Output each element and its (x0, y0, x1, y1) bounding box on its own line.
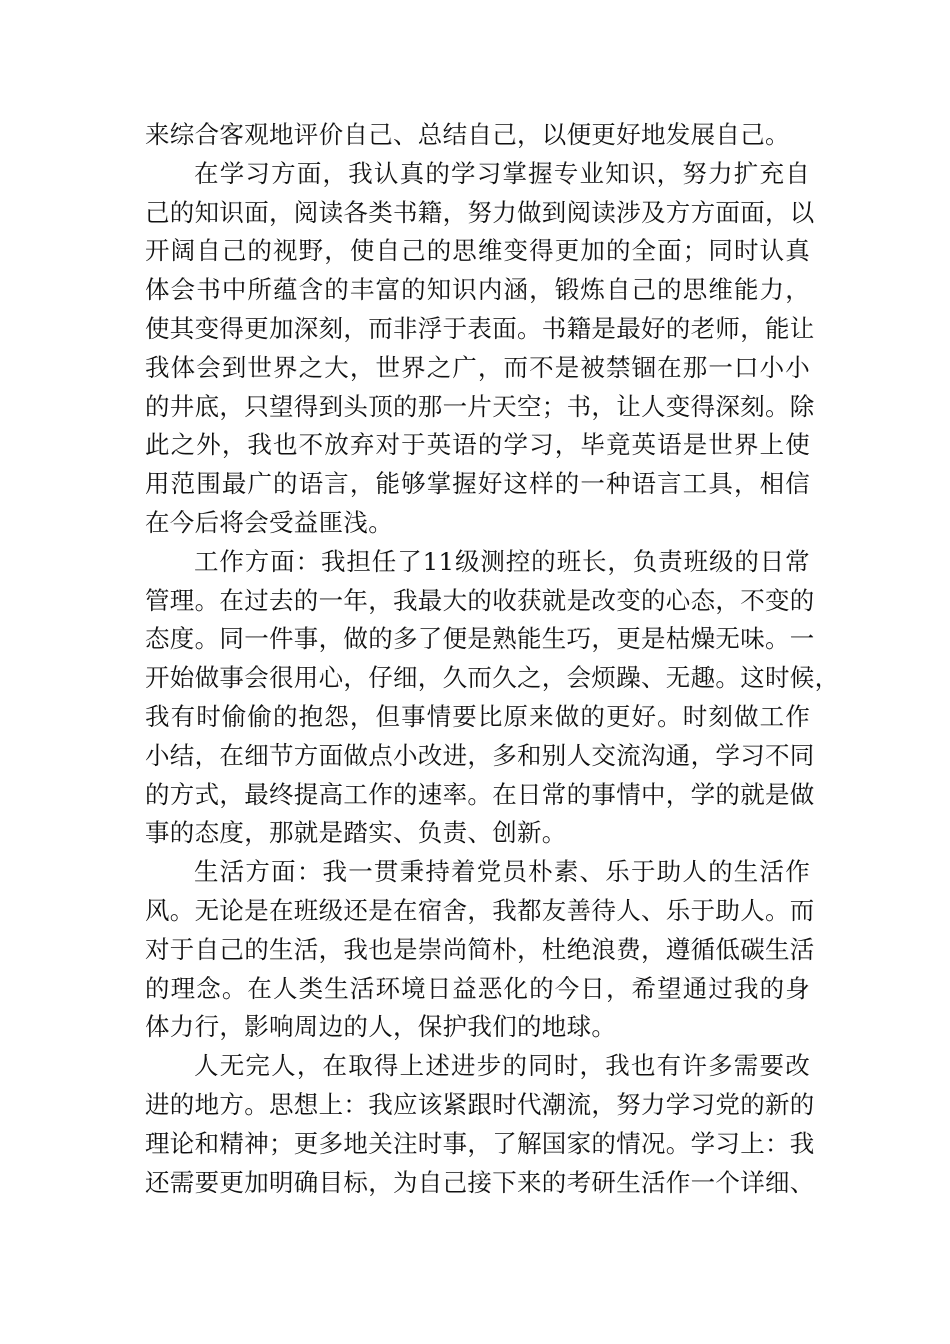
text-line: 体力行，影响周边的人，保护我们的地球。 (145, 1012, 617, 1042)
text-line: 此之外，我也不放弃对于英语的学习，毕竟英语是世界上使 (145, 430, 810, 460)
text-line: 的井底，只望得到头顶的那一片天空；书，让人变得深刻。除 (145, 391, 815, 421)
text-line: 理论和精神；更多地关注时事，了解国家的情况。学习上：我 (145, 1128, 815, 1158)
text-line: 来综合客观地评价自己、总结自己，以便更好地发展自己。 (145, 120, 790, 149)
text-line: 己的知识面，阅读各类书籍，努力做到阅读涉及方方面面，以 (145, 197, 815, 227)
text-line: 的方式，最终提高工作的速率。在日常的事情中，学的就是做 (145, 779, 815, 809)
text-line: 开始做事会很用心，仔细，久而久之，会烦躁、无趣。这时候， (145, 663, 840, 693)
text-line: 态度。同一件事，做的多了便是熟能生巧，更是枯燥无味。一 (145, 624, 815, 654)
text-line: 在学习方面，我认真的学习掌握专业知识，努力扩充自 (194, 158, 810, 188)
text-line: 人无完人，在取得上述进步的同时，我也有许多需要改 (194, 1051, 810, 1081)
text-line: 对于自己的生活，我也是崇尚简朴，杜绝浪费，遵循低碳生活 (145, 934, 815, 964)
text-line: 管理。在过去的一年，我最大的收获就是改变的心态，不变的 (145, 585, 815, 615)
text-line: 事的态度，那就是踏实、负责、创新。 (145, 818, 567, 848)
text-line: 用范围最广的语言，能够掌握好这样的一种语言工具，相信 (145, 469, 810, 499)
text-line: 我有时偷偷的抱怨，但事情要比原来做的更好。时刻做工作 (145, 701, 810, 731)
text-line: 体会书中所蕴含的丰富的知识内涵，锻炼自己的思维能力， (145, 275, 810, 305)
text-line: 使其变得更加深刻，而非浮于表面。书籍是最好的老师，能让 (145, 313, 815, 343)
text-line: 在今后将会受益匪浅。 (145, 507, 393, 537)
text-line: 的理念。在人类生活环境日益恶化的今日，希望通过我的身 (145, 973, 810, 1003)
text-line: 还需要更加明确目标，为自己接下来的考研生活作一个详细、 (145, 1167, 815, 1197)
text-line: 工作方面：我担任了11级测控的班长，负责班级的日常 (194, 546, 810, 576)
text-line: 进的地方。思想上：我应该紧跟时代潮流，努力学习党的新的 (145, 1089, 815, 1119)
text-line: 生活方面：我一贯秉持着党员朴素、乐于助人的生活作 (194, 857, 810, 887)
text-line: 小结，在细节方面做点小改进，多和别人交流沟通，学习不同 (145, 740, 815, 770)
text-line: 风。无论是在班级还是在宿舍，我都友善待人、乐于助人。而 (145, 895, 815, 925)
text-line: 开阔自己的视野，使自己的思维变得更加的全面；同时认真 (145, 236, 810, 266)
text-line: 我体会到世界之大，世界之广，而不是被禁锢在那一口小小 (145, 352, 810, 382)
document-body (145, 116, 840, 1202)
